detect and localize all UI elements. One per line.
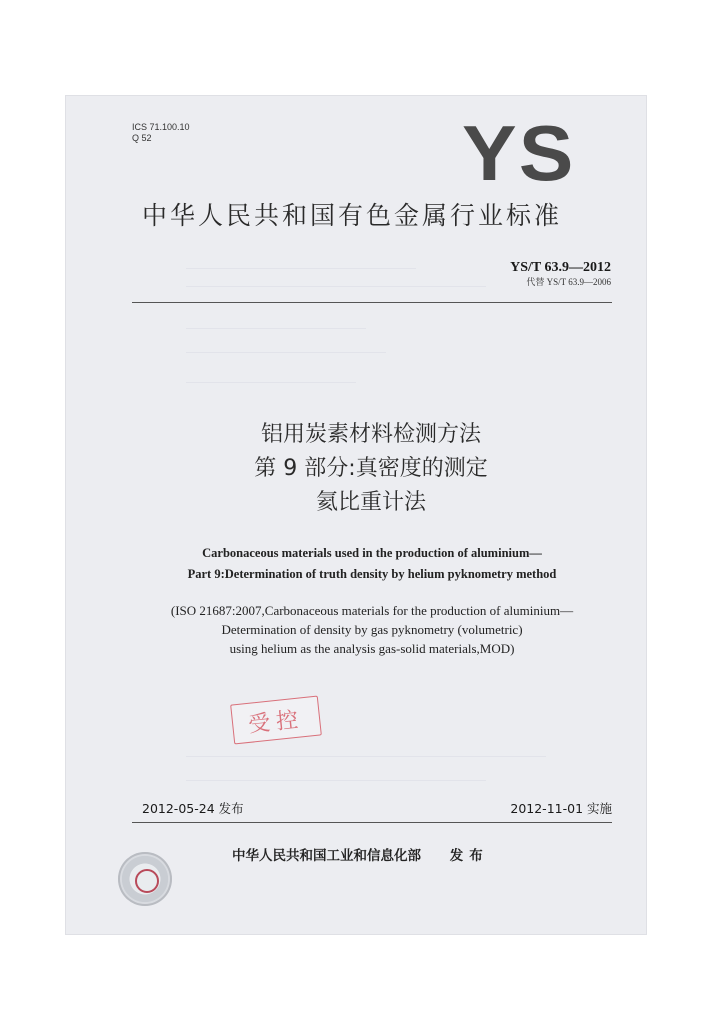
bleed-through-line [186,328,366,329]
english-title-line-1: Carbonaceous materials used in the production of aluminium— [202,546,542,560]
iso-reference [122,601,622,658]
implementation-date: 2012-11-01 实施 [510,801,612,816]
seal-inner-ring [135,869,159,893]
english-title-line-2: Part 9:Determination of truth density by helium pyknometry method [187,567,557,581]
ics-block [132,122,190,144]
org-title: 中华人民共和国有色金属行业标准 [142,201,563,230]
standard-number: YS/T 63.9—2012 [510,260,611,275]
iso-reference-line-3: using helium as the analysis gas-solid materials,MOD) [229,641,515,656]
bleed-through-line [186,352,386,353]
standard-number-block [481,260,611,288]
issuer [232,847,532,865]
footer-divider [132,822,612,823]
chinese-title-line-1: 铝用炭素材料检测方法 [260,422,481,447]
issuer-action: 发布 [449,848,489,864]
bleed-through-line [186,268,416,269]
bleed-through-line [186,780,486,781]
anti-counterfeit-seal-icon [118,852,172,906]
ics-code: ICS 71.100.10 [132,122,190,132]
iso-reference-line-1: (ISO 21687:2007,Carbonaceous materials for the production of aluminium— [170,603,574,618]
bleed-through-line [186,756,546,757]
classification-code: Q 52 [132,133,152,143]
chinese-title-line-2: 第 9 部分:真密度的测定 [254,456,488,481]
chinese-title [166,418,576,520]
iso-reference-line-2: Determination of density by gas pyknometry (volumetric) [221,622,523,637]
issue-date: 2012-05-24 发布 [142,801,244,816]
standard-cover-page [66,96,646,934]
header-divider [132,302,612,303]
issuer-name: 中华人民共和国工业和信息化部 [232,848,421,864]
ys-logo: YS [462,109,576,197]
bleed-through-line [186,382,356,383]
english-title [142,543,602,585]
replaces-standard: 代替 YS/T 63.9—2006 [526,277,611,287]
chinese-title-line-3: 氦比重计法 [315,490,426,515]
controlled-stamp: 受控 [230,696,322,745]
bleed-through-line [186,286,486,287]
